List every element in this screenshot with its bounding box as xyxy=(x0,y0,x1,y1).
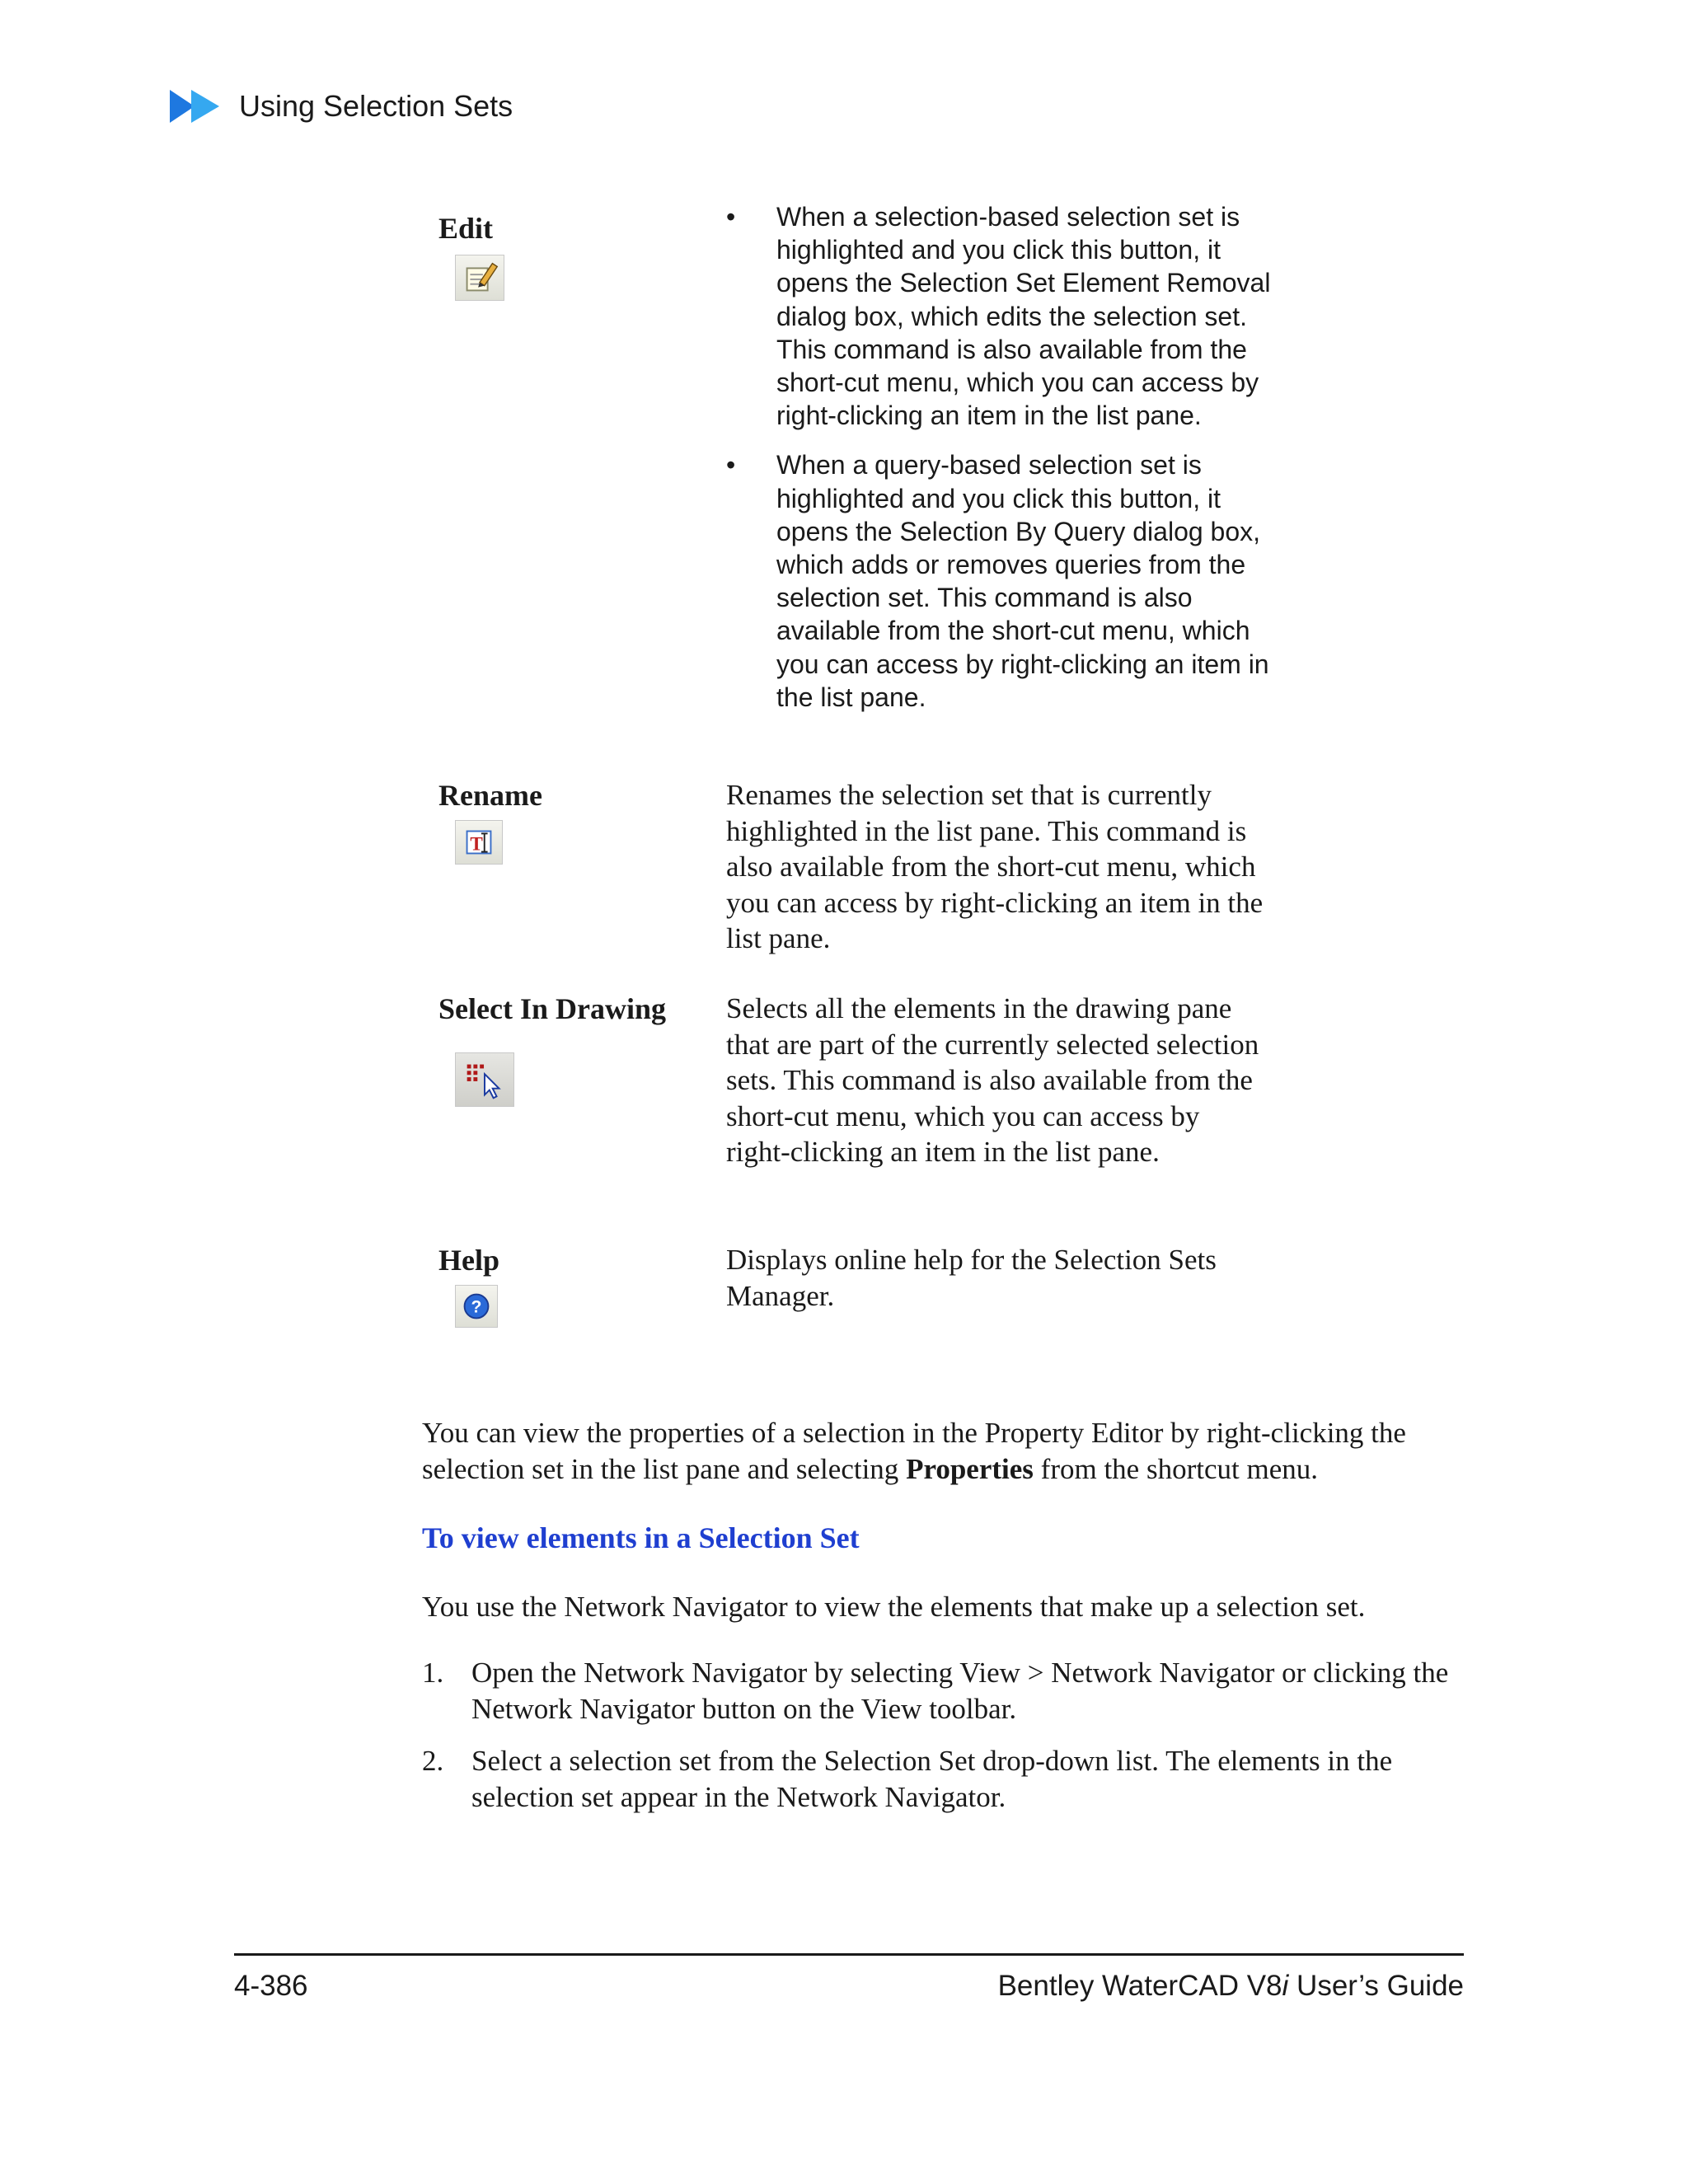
procedure-heading: To view elements in a Selection Set xyxy=(422,1521,860,1554)
edit-bullet-list xyxy=(726,200,1287,730)
list-item: 1. Open the Network Navigator by selecting View > Network Navigator or clicking the Network Navigator button on the View toolbar. xyxy=(422,1657,1449,1725)
command-name: Edit xyxy=(438,212,494,245)
select-in-drawing-icon xyxy=(455,1052,514,1107)
procedure-steps xyxy=(422,1655,1469,1831)
svg-text:T: T xyxy=(470,832,483,855)
command-description: Renames the selection set that is currently highlighted in the list pane. This command is also available from the short-cut menu, which you can access by right-clicking an item in the list pane. xyxy=(726,779,1264,954)
properties-keyword: Properties xyxy=(906,1452,1034,1485)
section-title: Using Selection Sets xyxy=(239,89,513,123)
help-icon xyxy=(455,1285,498,1328)
command-name: Rename xyxy=(438,779,542,812)
footer-divider xyxy=(234,1953,1464,1956)
rename-icon xyxy=(455,820,503,865)
command-name: Select In Drawing xyxy=(438,992,666,1025)
list-item: 2. Select a selection set from the Selection Set drop-down list. The elements in the selection set appear in the Network Navigator. xyxy=(422,1745,1393,1813)
procedure-intro: You use the Network Navigator to view the elements that make up a selection set. xyxy=(422,1591,1366,1623)
list-item: • When a query-based selection set is highlighted and you click this button, it opens the Selection By Query dialog box, which adds or removes queries from the selection set. This command is also available from the short-cut menu, which you can access by right-clicking an item in the list pane. xyxy=(726,450,1269,712)
guide-title: Bentley WaterCAD V8i User’s Guide xyxy=(997,1970,1464,2002)
svg-text:?: ? xyxy=(471,1297,482,1317)
edit-icon xyxy=(455,255,504,301)
page-header xyxy=(170,86,513,127)
command-description: Selects all the elements in the drawing pane that are part of the currently selected selection sets. This command is also available from the short-cut menu, which you can access by right-clicking an item in the list pane. xyxy=(726,992,1259,1168)
double-arrow-icon xyxy=(170,88,223,124)
command-name: Help xyxy=(438,1244,500,1277)
command-description: Displays online help for the Selection Sets Manager. xyxy=(726,1244,1217,1312)
properties-paragraph: You can view the properties of a selection in the Property Editor by right-clicking the selection set in the list pane and selecting Properties from the shortcut menu. xyxy=(422,1417,1406,1485)
page-number: 4-386 xyxy=(234,1970,308,2002)
list-item: • When a selection-based selection set is highlighted and you click this button, it opens the Selection Set Element Removal dialog box, which edits the selection set. This command is also available from the short-cut menu, which you can access by right-clicking an item in the list pane. xyxy=(726,202,1271,431)
